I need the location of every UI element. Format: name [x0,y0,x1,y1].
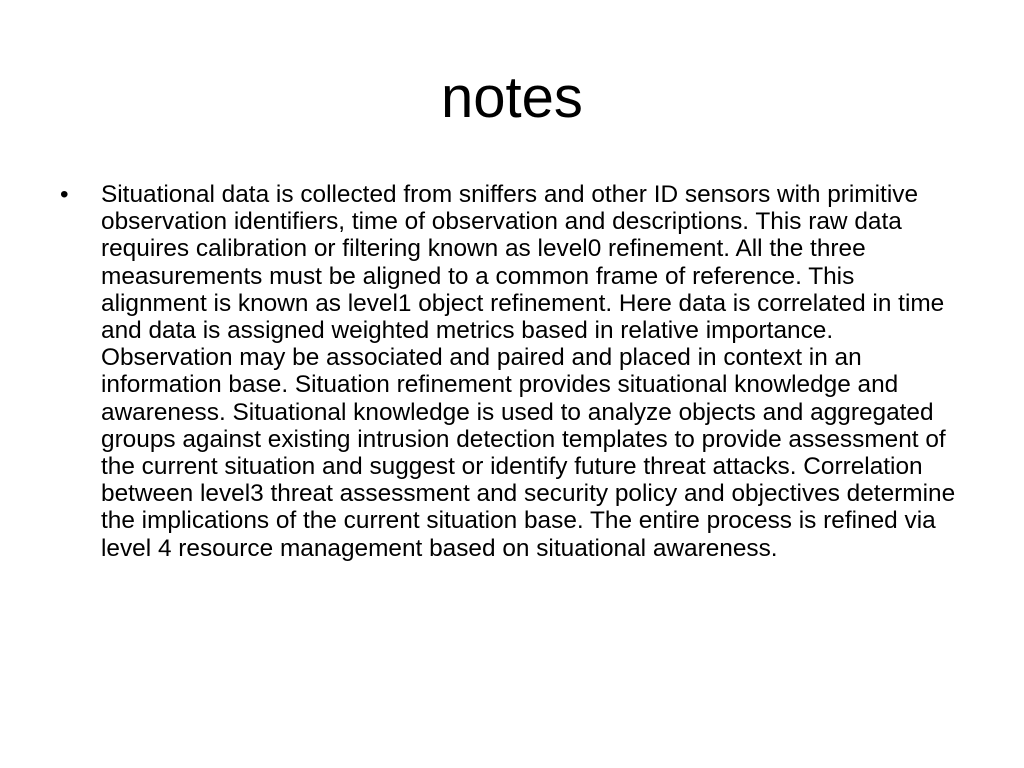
bullet-text: Situational data is collected from sniffers and other ID sensors with primitive observation identifiers, time of observation and descriptions. This raw data requires calibration or filtering known as level0 refinement. All the three measurements must be aligned to a common frame of reference. This alignment is known as level1 object refinement. Here data is correlated in time and data is assigned weighted metrics based in relative importance. Observation may be associated and paired and placed in context in an information base. Situation refinement provides situational knowledge and awareness. Situational knowledge is used to analyze objects and aggregated groups against existing intrusion detection templates to provide assessment of the current situation and suggest or identify future threat attacks. Correlation between level3 threat assessment and security policy and objectives determine the implications of the current situation base. The entire process is refined via level 4 resource management based on situational awareness. [101,181,956,562]
bullet-list [0,181,1024,562]
bullet-marker: • [60,181,69,208]
slide-title: notes [441,65,583,130]
bullet-item [0,181,961,562]
